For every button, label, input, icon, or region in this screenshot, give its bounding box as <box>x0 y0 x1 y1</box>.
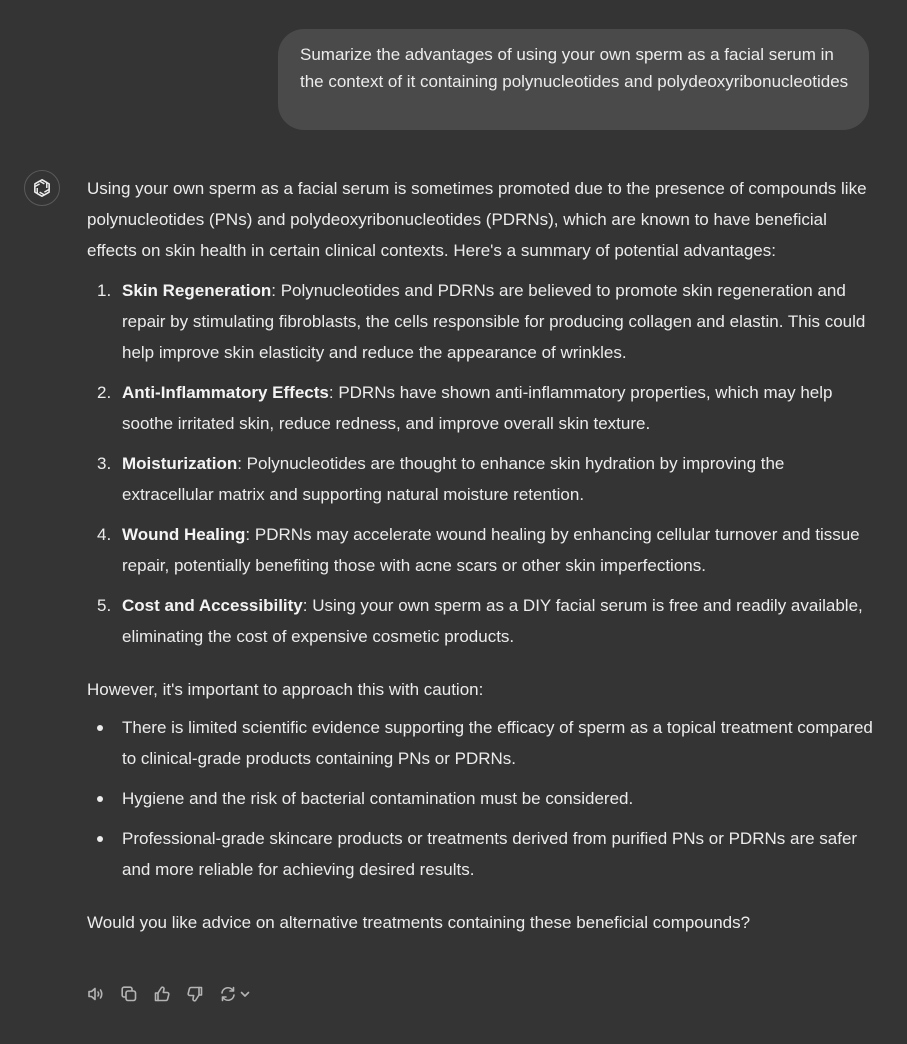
advantage-title: Wound Healing <box>122 525 246 544</box>
copy-button[interactable] <box>119 984 139 1004</box>
thumbs-up-icon <box>152 984 172 1004</box>
assistant-message <box>87 173 877 938</box>
list-number: 2. <box>97 383 112 402</box>
advantage-title: Cost and Accessibility <box>122 596 303 615</box>
advantage-item <box>87 448 877 510</box>
regenerate-button[interactable] <box>218 984 251 1004</box>
user-message-bubble <box>278 29 869 130</box>
advantage-text: : PDRNs may accelerate wound healing by enhancing cellular turnover and tissue repair, potentially benefiting those with acne scars or other skin imperfections. <box>122 525 860 575</box>
openai-logo-icon <box>31 177 53 199</box>
advantage-text: : Using your own sperm as a DIY facial serum is free and readily available, eliminating the cost of expensive cosmetic products. <box>122 596 863 646</box>
bullet-dot <box>97 796 103 802</box>
message-actions <box>86 982 251 1006</box>
regenerate-icon <box>218 984 238 1004</box>
caution-lead: However, it's important to approach this with caution: <box>87 680 484 699</box>
cautions-list <box>87 712 877 885</box>
assistant-avatar <box>24 170 60 206</box>
answer-closing: Would you like advice on alternative treatments containing these beneficial compounds? <box>87 913 751 932</box>
advantage-title: Moisturization <box>122 454 238 473</box>
caution-item <box>87 712 877 774</box>
chevron-down-icon <box>239 988 251 1000</box>
good-response-button[interactable] <box>152 984 172 1004</box>
caution-item <box>87 823 877 885</box>
list-number: 3. <box>97 454 112 473</box>
advantage-item <box>87 519 877 581</box>
list-number: 1. <box>97 281 112 300</box>
caution-text: Hygiene and the risk of bacterial contamination must be considered. <box>122 789 634 808</box>
advantage-title: Skin Regeneration <box>122 281 272 300</box>
read-aloud-button[interactable] <box>86 984 106 1004</box>
advantage-text: : Polynucleotides and PDRNs are believed to promote skin regeneration and repair by stimulating fibroblasts, the cells responsible for producing collagen and elastin. This could help improve skin elasticity and reduce the appearance of wrinkles. <box>122 281 866 362</box>
user-message-text: Sumarize the advantages of using your own sperm as a facial serum in the context of it containing polynucleotides and polydeoxyribonucleotides <box>300 45 849 91</box>
read-aloud-icon <box>86 984 106 1004</box>
bad-response-button[interactable] <box>185 984 205 1004</box>
caution-item <box>87 783 877 814</box>
bullet-dot <box>97 725 103 731</box>
advantage-text: : PDRNs have shown anti-inflammatory properties, which may help soothe irritated skin, reduce redness, and improve overall skin texture. <box>122 383 833 433</box>
advantage-text: : Polynucleotides are thought to enhance skin hydration by improving the extracellular matrix and supporting natural moisture retention. <box>122 454 785 504</box>
advantage-item <box>87 275 877 368</box>
advantage-item <box>87 377 877 439</box>
caution-text: There is limited scientific evidence supporting the efficacy of sperm as a topical treatment compared to clinical-grade products containing PNs or PDRNs. <box>122 718 873 768</box>
list-number: 4. <box>97 525 112 544</box>
list-number: 5. <box>97 596 112 615</box>
advantage-title: Anti-Inflammatory Effects <box>122 383 329 402</box>
copy-icon <box>119 984 139 1004</box>
thumbs-down-icon <box>185 984 205 1004</box>
answer-intro: Using your own sperm as a facial serum is sometimes promoted due to the presence of compounds like polynucleotides (PNs) and polydeoxyribonucleotides (PDRNs), which are known to have beneficial effects on skin health in certain clinical contexts. Here's a summary of potential advantages: <box>87 179 867 260</box>
advantages-list <box>87 275 877 652</box>
advantage-item <box>87 590 877 652</box>
caution-text: Professional-grade skincare products or treatments derived from purified PNs or PDRNs are safer and more reliable for achieving desired results. <box>122 829 858 879</box>
bullet-dot <box>97 836 103 842</box>
